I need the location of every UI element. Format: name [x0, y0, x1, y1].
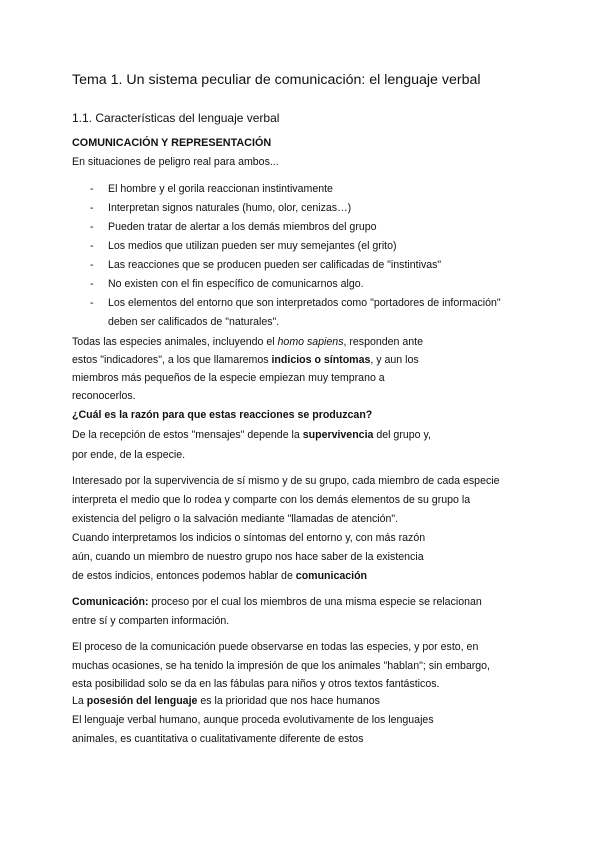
bullet-marker: - — [90, 259, 94, 271]
paragraph-line: muchas ocasiones, se ha tenido la impresión de que los animales "hablan"; sin embargo, — [72, 660, 490, 672]
paragraph-line: Interesado por la supervivencia de sí mismo y de su grupo, cada miembro de cada especie — [72, 475, 500, 487]
list-item: Los elementos del entorno que son interpretados como "portadores de información" — [108, 297, 501, 309]
list-item: Interpretan signos naturales (humo, olor, cenizas…) — [108, 202, 352, 214]
list-item: Los medios que utilizan pueden ser muy semejantes (el grito) — [108, 240, 397, 252]
paragraph-line: La posesión del lenguaje es la prioridad que nos hace humanos — [72, 695, 380, 707]
paragraph-line: interpreta el medio que lo rodea y comparte con los demás elementos de su grupo la — [72, 494, 471, 506]
list-item: Las reacciones que se producen pueden ser calificadas de "instintivas" — [108, 259, 442, 271]
paragraph-line: El proceso de la comunicación puede observarse en todas las especies, y por esto, en — [72, 641, 479, 653]
paragraph-line: por ende, de la especie. — [72, 449, 186, 461]
paragraph-line: miembros más pequeños de la especie empiezan muy temprano a — [72, 372, 385, 384]
list-item: El hombre y el gorila reaccionan instintivamente — [108, 183, 333, 195]
bold-term: Comunicación: — [72, 596, 149, 608]
paragraph-line: reconocerlos. — [72, 390, 136, 402]
paragraph-line: Cuando interpretamos los indicios o síntomas del entorno y, con más razón — [72, 532, 426, 544]
bold-term: supervivencia — [302, 429, 374, 441]
bold-term: comunicación — [295, 570, 368, 582]
paragraph-line: De la recepción de estos "mensajes" depende la supervivencia del grupo y, — [72, 429, 431, 441]
paragraph-line: Todas las especies animales, incluyendo el homo sapiens, responden ante — [72, 336, 424, 348]
page-title: Tema 1. Un sistema peculiar de comunicación: el lenguaje verbal — [72, 72, 481, 88]
paragraph-line: esta posibilidad solo se da en las fábulas para niños y otros textos fantásticos. — [72, 678, 440, 690]
list-item: No existen con el fin específico de comunicarnos algo. — [108, 278, 364, 290]
paragraph-line: existencia del peligro o la salvación mediante "llamadas de atención". — [72, 513, 399, 525]
italic-term: homo sapiens — [277, 336, 344, 348]
paragraph-line: animales, es cuantitativa o cualitativamente diferente de estos — [72, 733, 364, 745]
paragraph-line: entre sí y comparten información. — [72, 615, 230, 627]
section-title: 1.1. Características del lenguaje verbal — [72, 111, 280, 125]
bullet-marker: - — [90, 202, 94, 214]
paragraph-line: aún, cuando un miembro de nuestro grupo nos hace saber de la existencia — [72, 551, 424, 563]
paragraph-line: El lenguaje verbal humano, aunque proceda evolutivamente de los lenguajes — [72, 714, 434, 726]
bullet-marker: - — [90, 240, 94, 252]
bold-term: posesión del lenguaje — [86, 695, 198, 707]
bold-term: indicios o síntomas — [271, 354, 371, 366]
bullet-marker: - — [90, 297, 94, 309]
bullet-marker: - — [90, 183, 94, 195]
bullet-marker: - — [90, 221, 94, 233]
paragraph-line: Comunicación: proceso por el cual los miembros de una misma especie se relacionan — [72, 596, 482, 608]
subsection-title: COMUNICACIÓN Y REPRESENTACIÓN — [72, 137, 272, 149]
list-item-continuation: deben ser calificados de "naturales". — [108, 316, 280, 328]
bullet-marker: - — [90, 278, 94, 290]
question-heading: ¿Cuál es la razón para que estas reacciones se produzcan? — [72, 409, 373, 421]
list-item: Pueden tratar de alertar a los demás miembros del grupo — [108, 221, 377, 233]
paragraph-line: estos "indicadores", a los que llamaremos indicios o síntomas, y aun los — [72, 354, 419, 366]
paragraph-line: de estos indicios, entonces podemos hablar de comunicación — [72, 570, 368, 582]
intro-text: En situaciones de peligro real para ambos... — [72, 156, 279, 168]
